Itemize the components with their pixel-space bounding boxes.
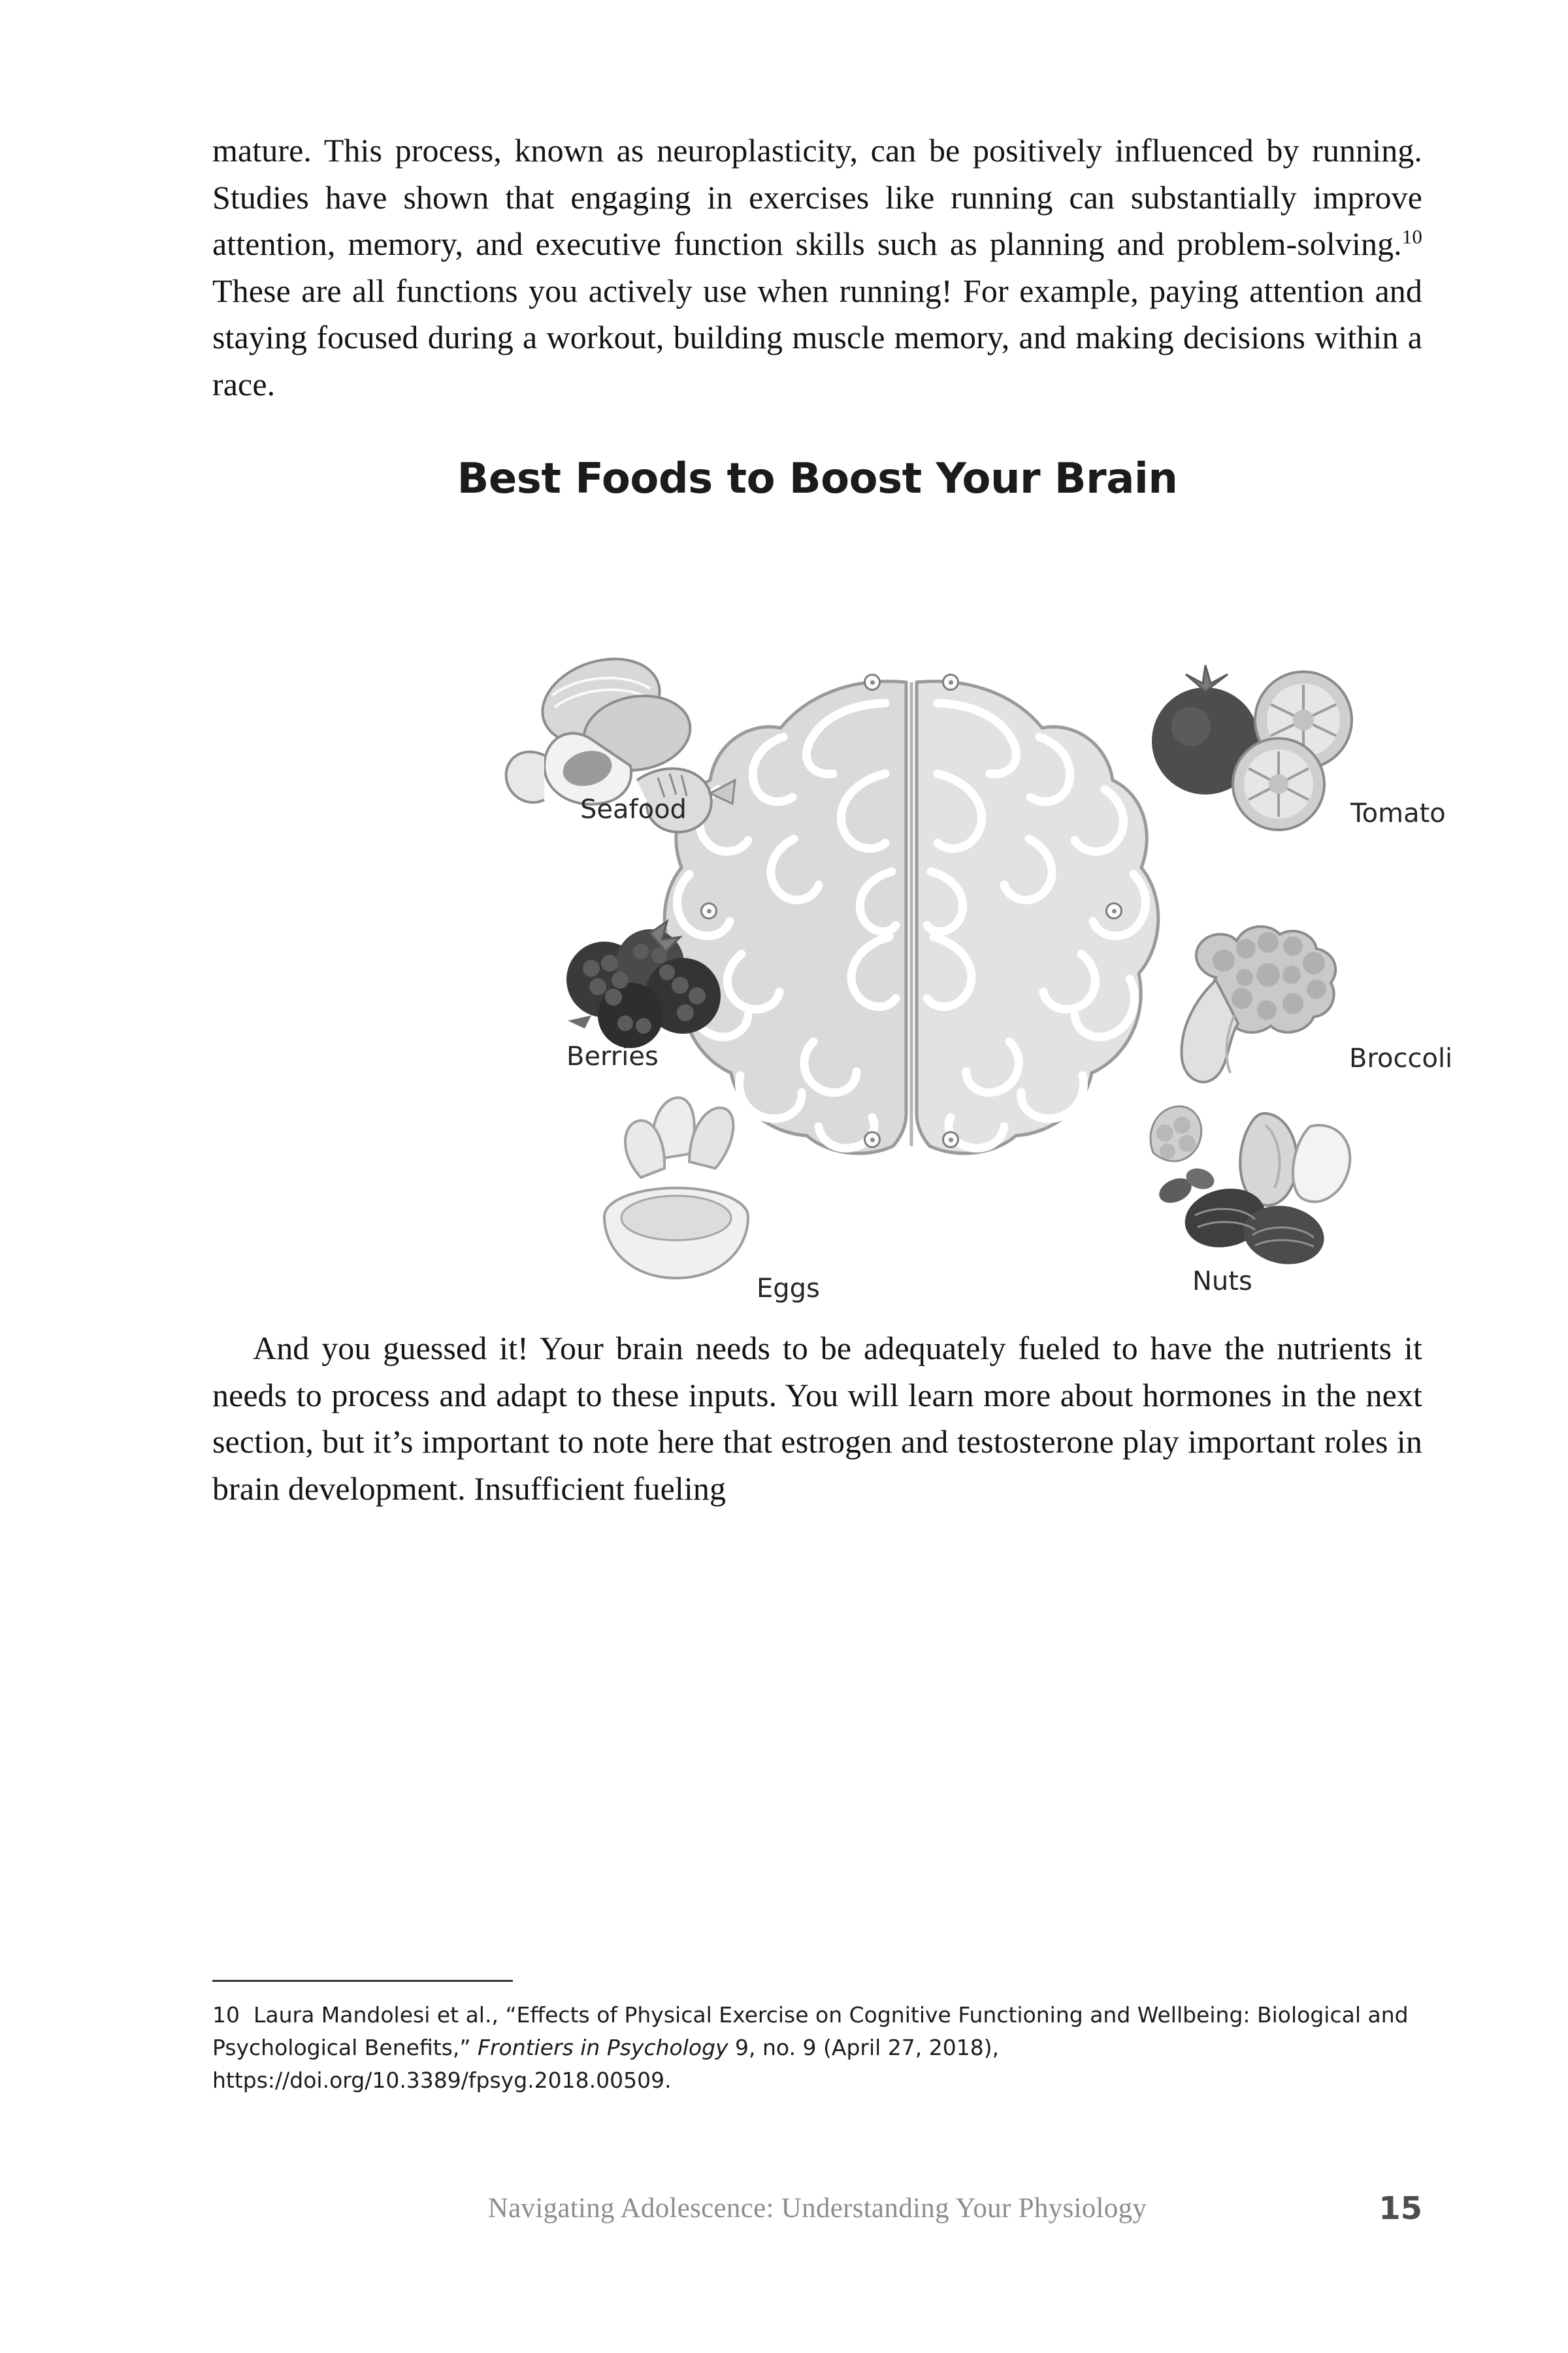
connector-node-seafood xyxy=(864,674,881,691)
connector-node-broccoli xyxy=(1105,902,1122,919)
figure-stage xyxy=(212,525,1453,1304)
figure-label-broccoli: Broccoli xyxy=(1349,1044,1453,1074)
footnote-10 xyxy=(212,1999,1422,2097)
connector-node-tomato xyxy=(942,674,959,691)
brain-illustration xyxy=(664,682,1158,1153)
connector-node-eggs xyxy=(864,1131,881,1148)
connector-node-berries xyxy=(700,902,717,919)
figure-label-seafood: Seafood xyxy=(580,795,687,825)
nuts-icon xyxy=(1151,1106,1350,1270)
footnote-section xyxy=(212,1980,1422,2097)
figure-label-berries: Berries xyxy=(566,1042,659,1072)
footnote-number: 10 xyxy=(212,2002,240,2028)
tomato-icon xyxy=(1152,665,1352,830)
footnote-marker-10: 10 xyxy=(1401,225,1422,248)
page-content xyxy=(212,127,1453,1512)
footnote-divider xyxy=(212,1980,513,1982)
figure-best-foods xyxy=(212,455,1453,1304)
running-title: Navigating Adolescence: Understanding Your Physiology xyxy=(487,2193,1147,2224)
figure-diagram-svg xyxy=(212,525,1422,1296)
footnote-journal-title: Frontiers in Psychology xyxy=(477,2035,728,2061)
broccoli-icon xyxy=(1182,927,1336,1082)
figure-title: Best Foods to Boost Your Brain xyxy=(457,455,1178,503)
figure-label-tomato: Tomato xyxy=(1350,798,1446,829)
paragraph-1-continued: These are all functions you actively use when running! For example, paying attention and staying focused during a workout, building muscle memory, and making decisions within a race. xyxy=(212,272,1422,403)
paragraph-1 xyxy=(212,127,1422,408)
page-footer xyxy=(212,2190,1422,2227)
paragraph-1-text: mature. This process, known as neuroplasticity, can be positively influenced by running. Studies have shown that engaging in exercises like running can substantially improve attention, memory, and executive function skills such as planning and problem-solving. xyxy=(212,132,1422,262)
page-number: 15 xyxy=(1379,2190,1422,2227)
eggs-icon xyxy=(604,1098,748,1278)
connector-node-nuts xyxy=(942,1131,959,1148)
paragraph-2: And you guessed it! Your brain needs to be adequately fueled to have the nutrients it needs to process and adapt to these inputs. You will learn more about hormones in the next section, but it’s important to note here that estrogen and testosterone play important roles in brain development. Insufficient fueling xyxy=(212,1330,1422,1507)
footnote-text-before: Laura Mandolesi et al., “Effects of Physical Exercise on Cognitive Functioning and Wellbeing: Biological and Psychological Benefits,” xyxy=(212,2002,1409,2061)
footnote-text-after: 9, no. 9 (April 27, 2018), https://doi.org/10.3389/fpsyg.2018.00509. xyxy=(212,2035,1000,2094)
figure-label-eggs: Eggs xyxy=(757,1274,820,1304)
figure-label-nuts: Nuts xyxy=(1192,1266,1252,1296)
